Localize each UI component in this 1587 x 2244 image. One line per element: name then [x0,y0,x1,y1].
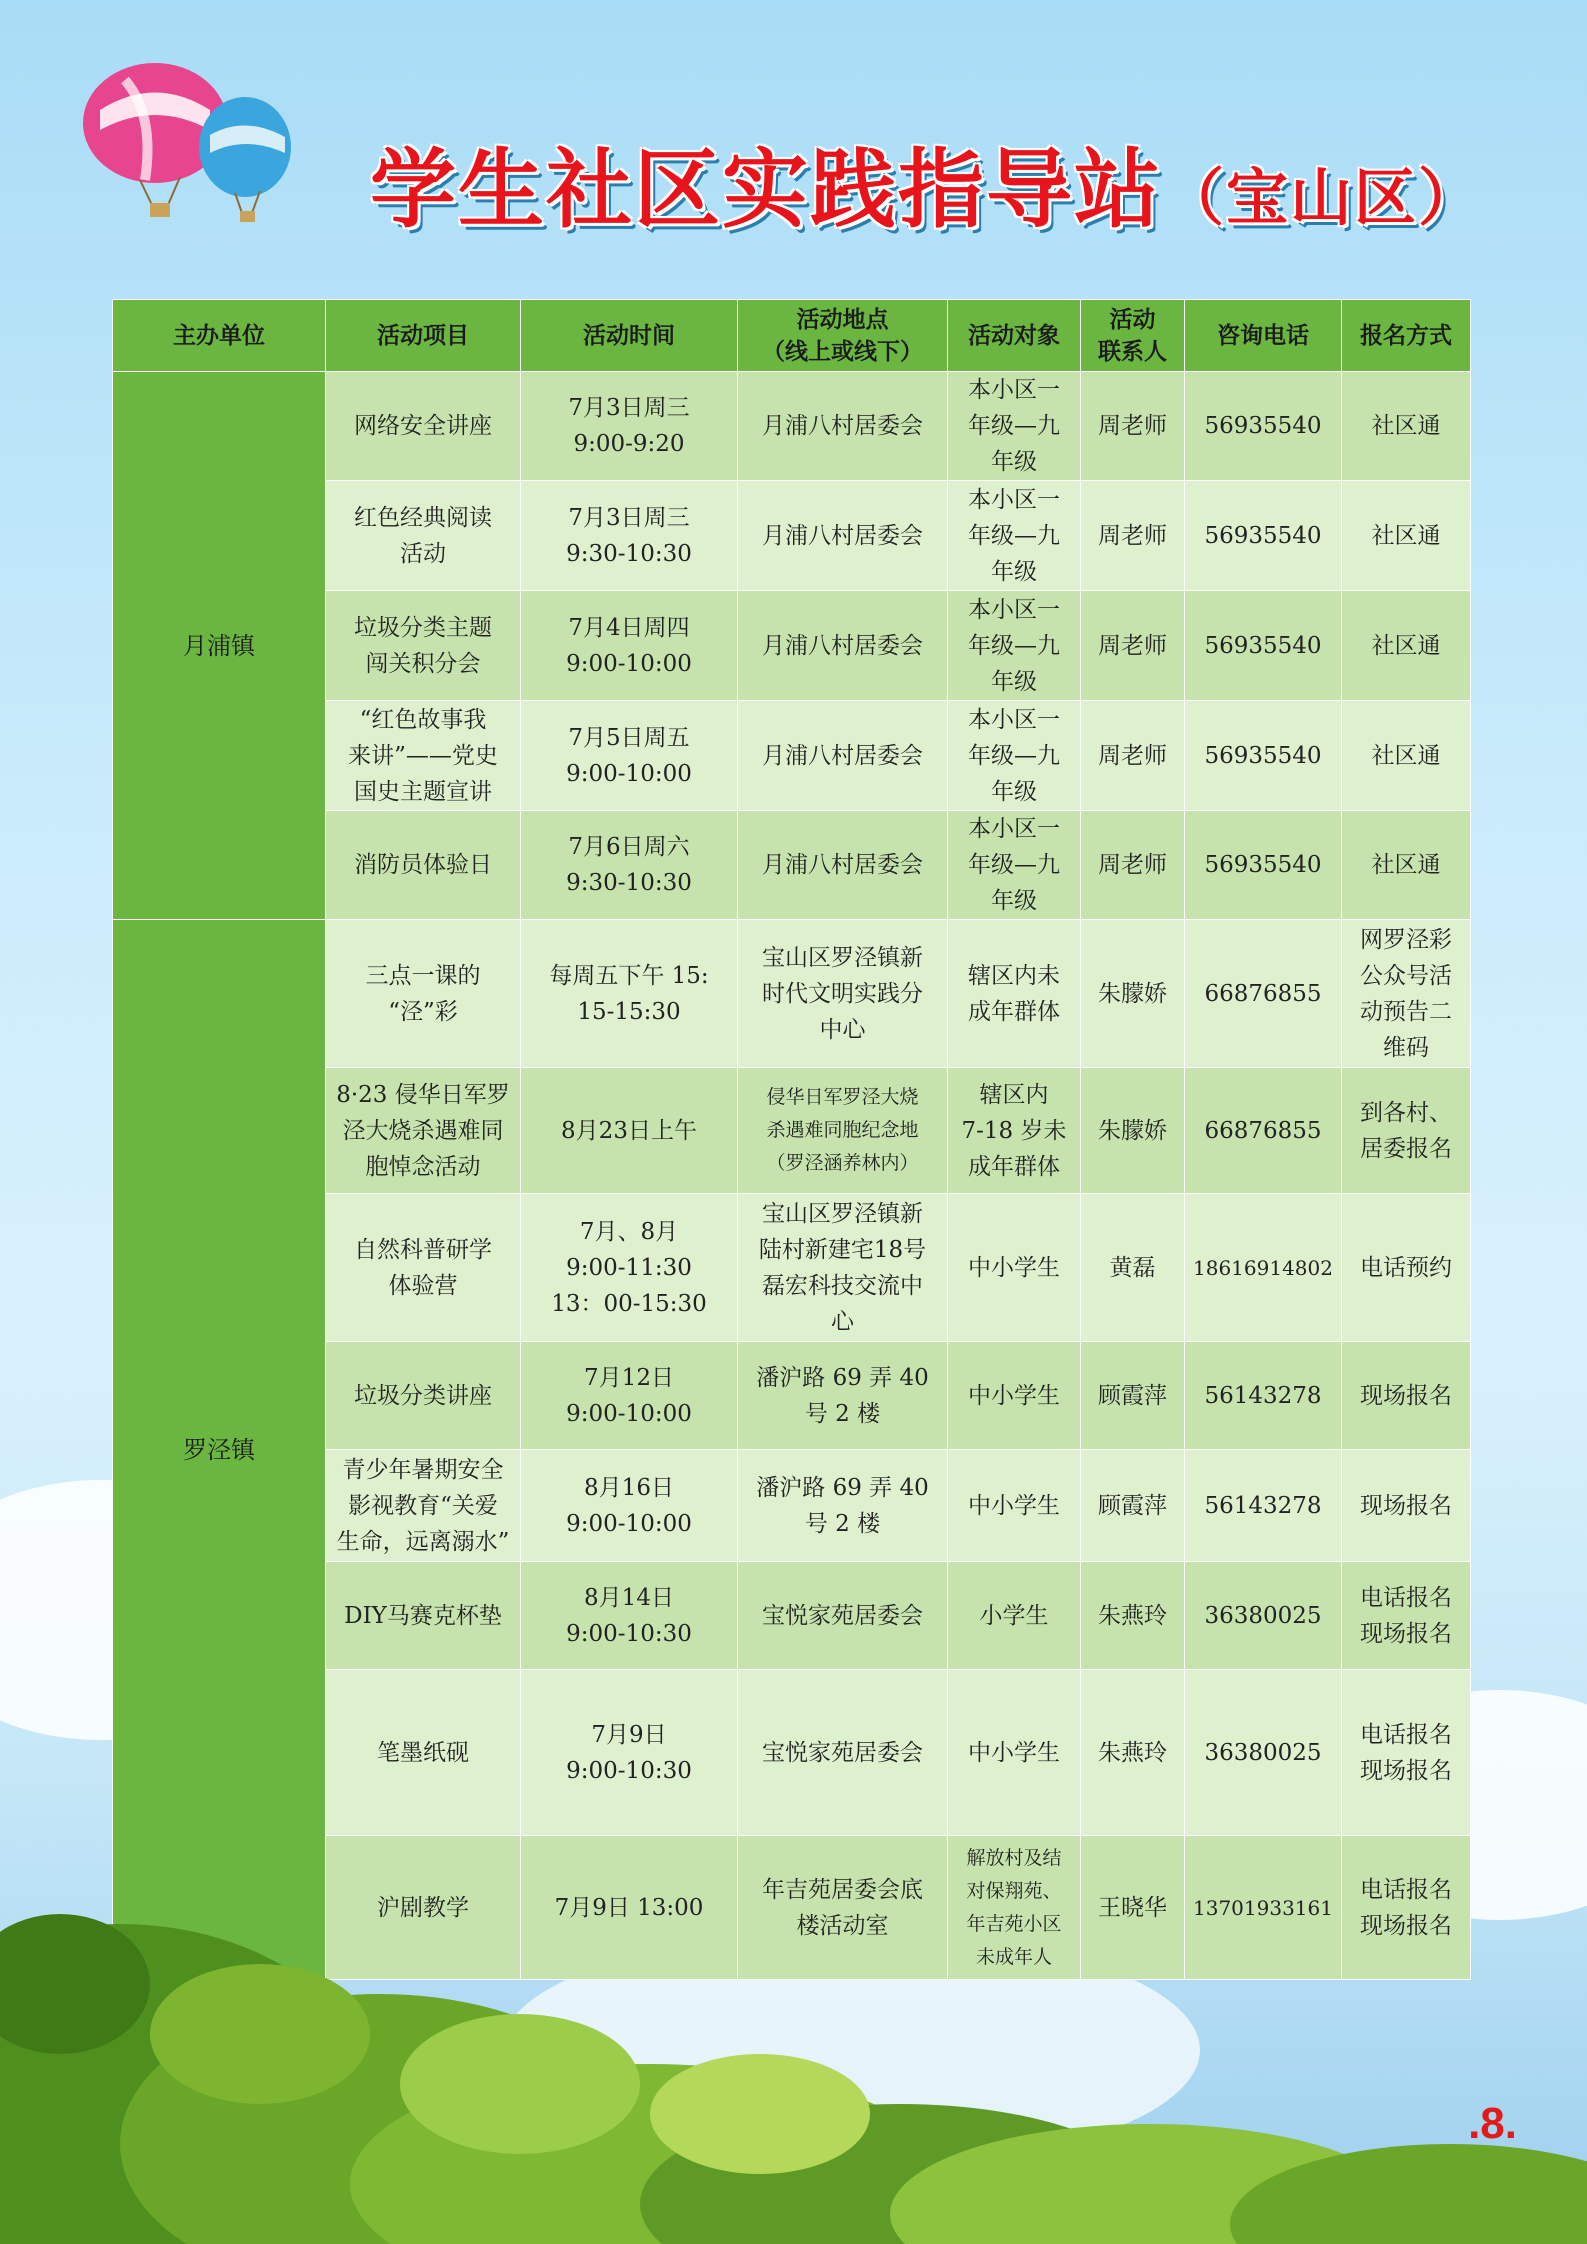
signup-cell: 社区通 [1342,372,1471,481]
signup-cell: 社区通 [1342,481,1471,591]
audience-cell: 中小学生 [948,1670,1081,1836]
time-cell: 7月4日周四 9:00-10:00 [521,591,738,701]
phone-cell: 56143278 [1185,1342,1342,1450]
activity-cell: DIY马赛克杯垫 [326,1562,521,1670]
time-cell: 7月6日周六 9:30-10:30 [521,811,738,920]
phone-cell: 56935540 [1185,591,1342,701]
signup-cell: 现场报名 [1342,1450,1471,1562]
tree-foliage-decoration [0,1784,1587,2244]
signup-cell: 电话报名 现场报名 [1342,1670,1471,1836]
location-cell: 宝悦家苑居委会 [738,1562,948,1670]
signup-cell: 电话报名 现场报名 [1342,1836,1471,1980]
location-cell: 侵华日军罗泾大烧 杀遇难同胞纪念地 （罗泾涵养林内） [738,1068,948,1194]
title-district: （宝山区） [1162,161,1483,234]
contact-cell: 顾霞萍 [1081,1450,1185,1562]
time-cell: 7月3日周三 9:00-9:20 [521,372,738,481]
audience-cell: 本小区一 年级—九 年级 [948,591,1081,701]
location-cell: 宝山区罗泾镇新 陆村新建宅18号 磊宏科技交流中 心 [738,1194,948,1342]
location-cell: 月浦八村居委会 [738,701,948,811]
blue-balloon-icon [199,97,291,222]
activity-cell: 消防员体验日 [326,811,521,920]
audience-cell: 本小区一 年级—九 年级 [948,372,1081,481]
audience-cell: 本小区一 年级—九 年级 [948,701,1081,811]
phone-cell: 56143278 [1185,1450,1342,1562]
signup-cell: 电话预约 [1342,1194,1471,1342]
audience-cell: 中小学生 [948,1194,1081,1342]
activity-cell: “红色故事我 来讲”——党史 国史主题宣讲 [326,701,521,811]
contact-cell: 顾霞萍 [1081,1342,1185,1450]
activity-cell: 垃圾分类讲座 [326,1342,521,1450]
contact-cell: 周老师 [1081,481,1185,591]
location-cell: 潘沪路 69 弄 40 号 2 楼 [738,1450,948,1562]
location-cell: 年吉苑居委会底 楼活动室 [738,1836,948,1980]
location-cell: 潘沪路 69 弄 40 号 2 楼 [738,1342,948,1450]
contact-cell: 黄磊 [1081,1194,1185,1342]
contact-cell: 朱朦娇 [1081,1068,1185,1194]
activity-cell: 网络安全讲座 [326,372,521,481]
organizer-cell: 罗泾镇 [113,920,326,1980]
activity-cell: 沪剧教学 [326,1836,521,1980]
phone-cell: 66876855 [1185,1068,1342,1194]
phone-cell: 56935540 [1185,811,1342,920]
time-cell: 8月14日 9:00-10:30 [521,1562,738,1670]
audience-cell: 中小学生 [948,1450,1081,1562]
organizer-cell: 月浦镇 [113,372,326,920]
time-cell: 7月、8月 9:00-11:30 13：00-15:30 [521,1194,738,1342]
phone-cell: 66876855 [1185,920,1342,1068]
page-title [370,120,1482,244]
title-main: 学生社区实践指导站 [370,140,1162,240]
signup-cell: 到各村、 居委报名 [1342,1068,1471,1194]
time-cell: 7月12日 9:00-10:00 [521,1342,738,1450]
audience-cell: 中小学生 [948,1342,1081,1450]
col-header-location: 活动地点 （线上或线下） [738,300,948,372]
signup-cell: 社区通 [1342,811,1471,920]
col-header-phone: 咨询电话 [1185,300,1342,372]
activity-cell: 青少年暑期安全 影视教育“关爱 生命，远离溺水” [326,1450,521,1562]
activity-cell: 红色经典阅读 活动 [326,481,521,591]
signup-cell: 社区通 [1342,591,1471,701]
table-body [113,372,1471,1980]
location-cell: 月浦八村居委会 [738,591,948,701]
location-cell: 月浦八村居委会 [738,481,948,591]
signup-cell: 网罗泾彩 公众号活 动预告二 维码 [1342,920,1471,1068]
time-cell: 7月3日周三 9:30-10:30 [521,481,738,591]
time-cell: 8月16日 9:00-10:00 [521,1450,738,1562]
phone-cell: 56935540 [1185,481,1342,591]
location-cell: 月浦八村居委会 [738,811,948,920]
location-cell: 宝山区罗泾镇新 时代文明实践分 中心 [738,920,948,1068]
contact-cell: 周老师 [1081,701,1185,811]
contact-cell: 朱燕玲 [1081,1670,1185,1836]
phone-cell: 36380025 [1185,1670,1342,1836]
table-header-row [113,300,1471,372]
audience-cell: 辖区内 7-18 岁未 成年群体 [948,1068,1081,1194]
phone-cell: 56935540 [1185,701,1342,811]
audience-cell: 解放村及结 对保翔苑、 年吉苑小区 未成年人 [948,1836,1081,1980]
table-row [113,920,1471,1068]
time-cell: 7月5日周五 9:00-10:00 [521,701,738,811]
contact-cell: 周老师 [1081,372,1185,481]
phone-cell: 36380025 [1185,1562,1342,1670]
phone-cell: 18616914802 [1185,1194,1342,1342]
activity-cell: 三点一课的 “泾”彩 [326,920,521,1068]
activity-cell: 垃圾分类主题 闯关积分会 [326,591,521,701]
location-cell: 宝悦家苑居委会 [738,1670,948,1836]
contact-cell: 周老师 [1081,591,1185,701]
activity-cell: 8·23 侵华日军罗 泾大烧杀遇难同 胞悼念活动 [326,1068,521,1194]
audience-cell: 辖区内未 成年群体 [948,920,1081,1068]
col-header-signup: 报名方式 [1342,300,1471,372]
col-header-activity: 活动项目 [326,300,521,372]
col-header-time: 活动时间 [521,300,738,372]
col-header-contact: 活动 联系人 [1081,300,1185,372]
signup-cell: 社区通 [1342,701,1471,811]
time-cell: 8月23日上午 [521,1068,738,1194]
activity-schedule-table [112,299,1471,1980]
col-header-audience: 活动对象 [948,300,1081,372]
contact-cell: 王晓华 [1081,1836,1185,1980]
table-row [113,372,1471,481]
audience-cell: 小学生 [948,1562,1081,1670]
time-cell: 7月9日 13:00 [521,1836,738,1980]
time-cell: 每周五下午 15: 15-15:30 [521,920,738,1068]
page-number: .8. [1468,2099,1517,2148]
contact-cell: 朱朦娇 [1081,920,1185,1068]
signup-cell: 电话报名 现场报名 [1342,1562,1471,1670]
audience-cell: 本小区一 年级—九 年级 [948,811,1081,920]
activity-cell: 自然科普研学 体验营 [326,1194,521,1342]
audience-cell: 本小区一 年级—九 年级 [948,481,1081,591]
activity-cell: 笔墨纸砚 [326,1670,521,1836]
hot-air-balloons-illustration [70,55,300,225]
contact-cell: 朱燕玲 [1081,1562,1185,1670]
phone-cell: 13701933161 [1185,1836,1342,1980]
col-header-organizer: 主办单位 [113,300,326,372]
signup-cell: 现场报名 [1342,1342,1471,1450]
time-cell: 7月9日 9:00-10:30 [521,1670,738,1836]
contact-cell: 周老师 [1081,811,1185,920]
location-cell: 月浦八村居委会 [738,372,948,481]
phone-cell: 56935540 [1185,372,1342,481]
